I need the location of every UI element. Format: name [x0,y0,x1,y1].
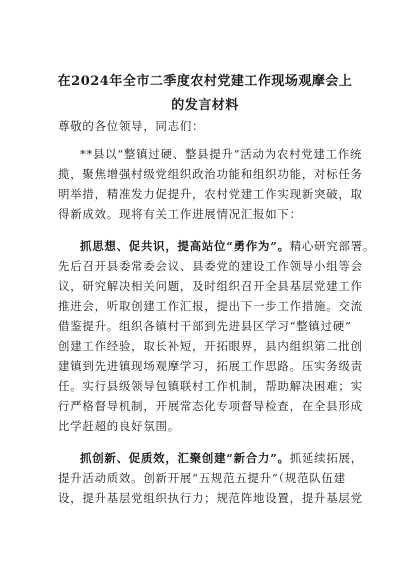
section-1-line: 借鉴提升。组织各镇村干部到先进县区学习“整镇过硬” [58,319,352,333]
section-1-line: 行严格督导机制，开展常态化专项督导检查，在全县形成 [58,399,363,413]
intro-line: **县以“整镇过硬、整县提升”活动为农村党建工作统 [80,147,363,161]
section-1-line: 创建工作经验，取长补短，开拓眼界，县内组织第二批创 [58,339,363,353]
section-1-line: 先后召开县委常委会议、县委党的建设工作领导小组等会 [58,259,363,273]
section-1-lead: 精心研究部署。 [289,239,376,253]
intro-line: 明举措，精准发力促提升，农村党建工作实现新突破，取 [58,187,363,201]
section-2-line: 提升活动质效。创新开展“五规范五提升”（规范队伍建 [58,471,346,485]
section-2-first-line [80,450,363,466]
greeting: 尊敬的各位领导，同志们： [58,119,205,133]
section-1-line: 任。实行县级领导包镇联村工作机制，帮助解决困难；实 [58,379,363,393]
document-title: 在2024年全市二季度农村党建工作现场观摩会上的发言材料 [57,74,353,113]
section-1-line: 建镇到先进镇现场观摩学习，拓展工作思路。压实务级责 [58,359,363,373]
section-2-lead: 抓延续拓展， [289,451,363,465]
section-1-heading: 抓思想、促共识，提高站位“勇作为”。 [80,239,290,253]
section-1-first-line [80,238,375,254]
section-1-line: 推进会，听取创建工作汇报，提出下一步工作措施。交流 [58,299,363,313]
section-1-line: 比学赶超的良好氛围。 [58,419,180,433]
section-2-line: 设，提升基层党组织执行力；规范阵地设置，提升基层党 [58,491,363,505]
section-1-line: 议，研究解决相关问题，及时组织召开全县基层党建工作 [58,279,363,293]
intro-line: 揽，聚焦增强村级党组织政治功能和组织功能，对标任务 [58,167,363,181]
intro-line: 得新成效。现将有关工作进展情况汇报如下： [58,207,302,221]
section-2-heading: 抓创新、促质效，汇聚创建“新合力”。 [80,451,290,465]
